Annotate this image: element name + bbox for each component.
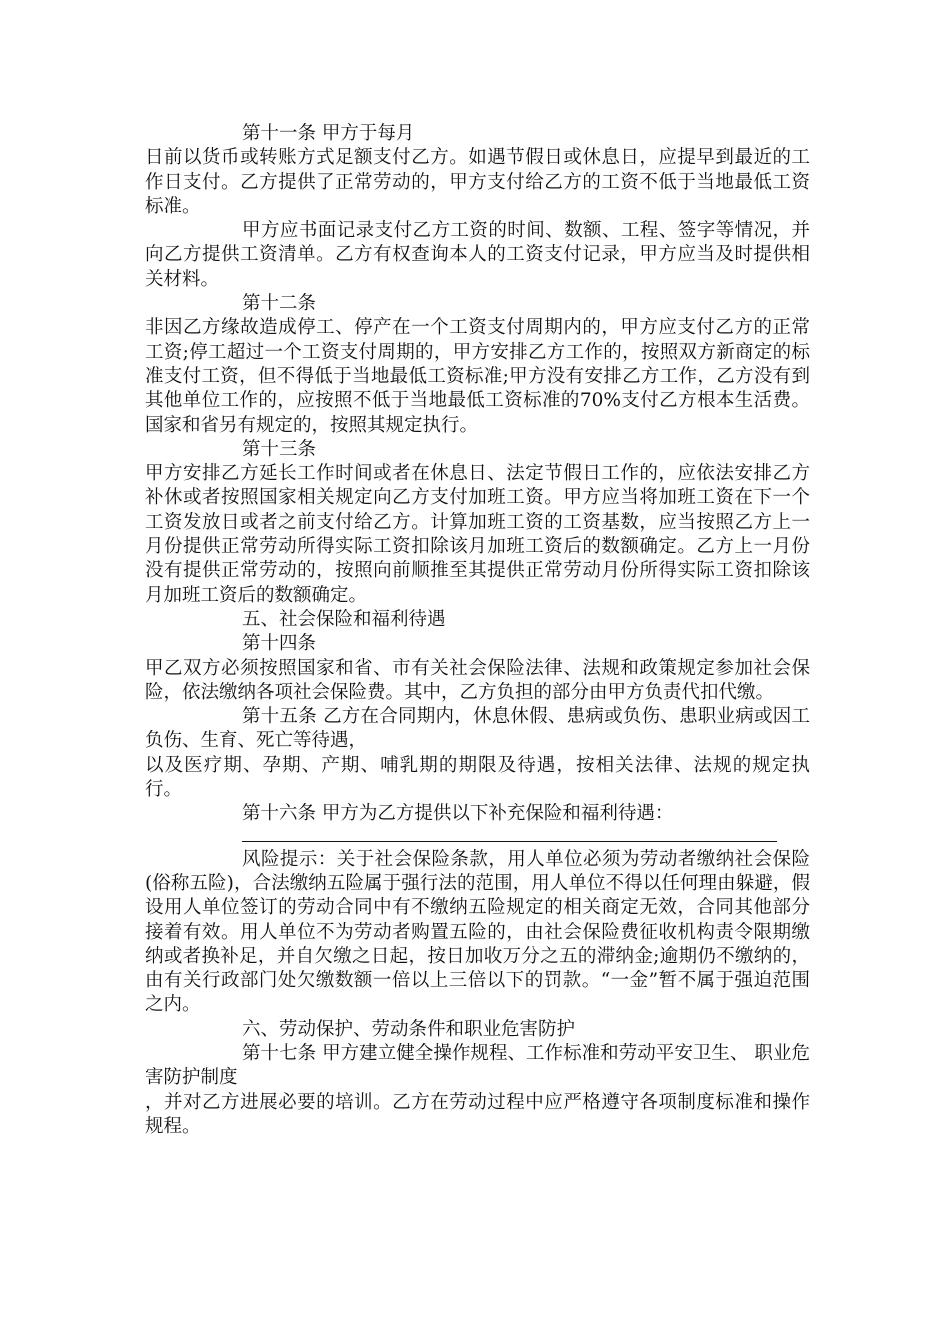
article-11-paragraph-2: 甲方应书面记录支付乙方工资的时间、数额、工程、签字等情况，并向乙方提供工资清单。乙方有权查询本人的工资支付记录，甲方应当及时提供相关材料。 [145, 220, 810, 290]
article-15-heading: 第十五条 乙方在合同期内，休息休假、患病或负伤、患职业病或因工负伤、生育、死亡等待遇， [145, 706, 810, 752]
article-11-body: 日前以货币或转账方式足额支付乙方。如遇节假日或休息日，应提早到最近的工作日支付。乙方提供了正常劳动的，甲方支付给乙方的工资不低于当地最低工资标准。 [145, 147, 810, 217]
article-13-body: 甲方安排乙方延长工作时间或者在休息日、法定节假日工作的，应依法安排乙方补休或者按照国家相关规定向乙方支付加班工资。甲方应当将加班工资在下一个工资发放日或者之前支付给乙方。计算加班工资的工资基数，应当按照乙方上一月份提供正常劳动所得实际工资扣除该月加班工资后的数额确定。乙方上一月份没有提供正常劳动的，按照向前顺推至其提供正常劳动月份所得实际工资扣除该月加班工资后的数额确定。 [145, 463, 810, 606]
fill-in-blank-line [242, 831, 777, 842]
article-13-heading: 第十三条 [242, 438, 317, 460]
article-16-heading: 第十六条 甲方为乙方提供以下补充保险和福利待遇： [242, 803, 674, 825]
article-17-body: ，并对乙方进展必要的培训。乙方在劳动过程中应严格遵守各项制度标准和操作规程。 [145, 1091, 810, 1137]
article-12-heading: 第十二条 [242, 293, 317, 315]
article-14-body: 甲乙双方必须按照国家和省、市有关社会保险法律、法规和政策规定参加社会保险，依法缴纳各项社会保险费。其中，乙方负担的部分由甲方负责代扣代缴。 [145, 657, 810, 703]
section-5-heading: 五、社会保险和福利待遇 [242, 608, 446, 630]
article-17-heading: 第十七条 甲方建立健全操作规程、工作标准和劳动平安卫生、 职业危害防护制度 [145, 1042, 810, 1089]
article-14-heading: 第十四条 [242, 633, 317, 655]
section-6-heading: 六、劳动保护、劳动条件和职业危害防护 [242, 1018, 576, 1040]
document-page [145, 122, 810, 1139]
article-15-body: 以及医疗期、孕期、产期、哺乳期的期限及待遇，按相关法律、法规的规定执行。 [145, 754, 810, 801]
risk-warning-paragraph: 风险提示：关于社会保险条款，用人单位必须为劳动者缴纳社会保险(俗称五险)，合法缴纳五险属于强行法的范围，用人单位不得以任何理由躲避，假设用人单位签订的劳动合同中有不缴纳五险规定的相关商定无效，合同其他部分接着有效。用人单位不为劳动者购置五险的，由社会保险费征收机构责令限期缴纳或者换补足，并自欠缴之日起，按日加收万分之五的滞纳金;逾期仍不缴纳的，由有关行政部门处欠缴数额一倍以上三倍以下的罚款。“一金”暂不属于强迫范围之内。 [145, 848, 810, 1016]
article-12-body: 非因乙方缘故造成停工、停产在一个工资支付周期内的，甲方应支付乙方的正常工资;停工超过一个工资支付周期的，甲方安排乙方工作的，按照双方新商定的标准支付工资，但不得低于当地最低工资标准;甲方没有安排乙方工作，乙方没有到其他单位工作的，应按照不低于当地最低工资标准的70%支付乙方根本生活费。国家和省另有规定的，按照其规定执行。 [145, 317, 810, 436]
article-11-heading: 第十一条 甲方于每月 [242, 123, 415, 144]
